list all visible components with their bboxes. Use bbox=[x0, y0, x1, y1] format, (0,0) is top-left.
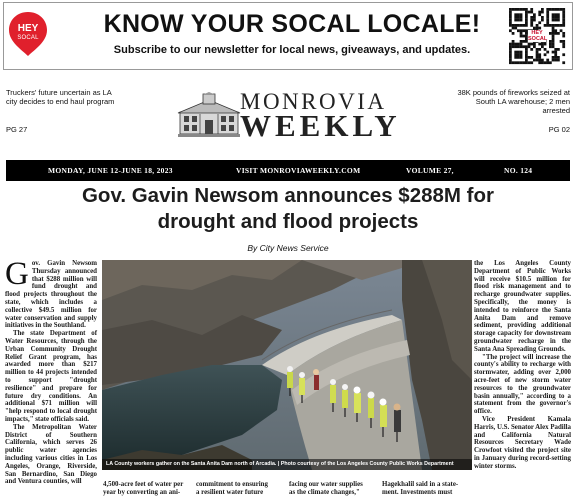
bottom-text-col4 bbox=[382, 481, 470, 497]
masthead-title-line1: MONROVIA bbox=[240, 89, 387, 114]
qr-label: HEY SOCAL bbox=[528, 30, 548, 42]
lead-paragraph: ov. Gavin Newsom Thursday announced that $288 million will fund drought and flood projects throughout the state, which includes a collective $49.5 million for water conservation and supply initiatives in the Southland. bbox=[5, 260, 97, 330]
ad-title: KNOW YOUR SOCAL LOCALE! bbox=[103, 10, 481, 38]
teaser-right-page: PG 02 bbox=[548, 125, 570, 134]
article-column-left bbox=[5, 256, 97, 492]
text-line: Hagekhalil said in a state- bbox=[382, 481, 459, 488]
paragraph: The state Department of Water Resources, through the Urban Community Drought Relief Grant program, has awarded more than $217 million to 44 projects intended to support "drought resilience" and prepare for future dry conditions. An additional $71 million will "help respond to local drought impacts," state officials said. bbox=[5, 330, 97, 423]
photo-caption: LA County workers gather on the Santa Anita Dam north of Arcadia. | Photo courtesy of the Los Angeles County Public Works Department bbox=[102, 459, 472, 470]
text-line: ment. Investments must bbox=[382, 488, 453, 496]
teaser-left[interactable]: Truckers' future uncertain as LA city decides to end haul program bbox=[6, 88, 115, 106]
paragraph: The Metropolitan Water District of Southern California, which serves 26 public water agencies including various cities in Los Angeles, Orange, Riverside, San Bernardino, San Diego and Ventura counties, will bbox=[5, 423, 97, 486]
article-photo[interactable] bbox=[102, 260, 472, 470]
paragraph: the Los Angeles County Department of Public Works will receive $10.5 million for flood risk management and to recharge groundwater supplies. Specifically, the money is intended to reinforce the Santa Anita Dam and remove sediment, providing additional storage capacity for downstream groundwater recharge in the Santa Ana Spreading Grounds. bbox=[474, 260, 571, 353]
drop-cap: G bbox=[5, 256, 29, 292]
qr-code-icon[interactable] bbox=[509, 8, 565, 64]
issue-date: MONDAY, JUNE 12-JUNE 18, 2023 bbox=[48, 166, 173, 175]
text-line: as the climate changes," bbox=[289, 488, 360, 496]
masthead-title-line2: WEEKLY bbox=[240, 108, 401, 143]
hey-socal-logo-icon bbox=[7, 10, 49, 58]
issue-info-bar bbox=[6, 160, 570, 181]
historic-building-icon bbox=[178, 92, 240, 137]
bottom-text-col3 bbox=[289, 481, 375, 497]
bottom-text-col2 bbox=[196, 481, 282, 497]
issue-number: NO. 124 bbox=[504, 166, 533, 175]
text-line: year by converting an ani- bbox=[103, 488, 181, 496]
text-line: commitment to ensuring bbox=[196, 481, 268, 488]
text-line: a resilient water future bbox=[196, 488, 264, 496]
paragraph: "The project will increase the county's ability to recharge with stormwater, adding over 2,000 acre-feet of new storm water resources to the groundwater basin annually," according to a statement from the governor's office. bbox=[474, 353, 571, 416]
logo-text: HEY bbox=[17, 23, 39, 34]
logo-subtext: SOCAL bbox=[17, 35, 39, 41]
paragraph: Vice President Kamala Harris, U.S. Senator Alex Padilla and California Natural Resources Secretary Wade Crowfoot visited the project site in January during record-setting winter storms. bbox=[474, 415, 571, 470]
article-column-right bbox=[474, 260, 571, 492]
text-line: 4,500-acre feet of water per bbox=[103, 481, 184, 488]
article-headline: Gov. Gavin Newsom announces $288M for drought and flood projects bbox=[81, 184, 494, 233]
newsletter-ad-banner[interactable] bbox=[3, 2, 573, 70]
website-link[interactable]: VISIT MONROVIAWEEKLY.COM bbox=[236, 166, 361, 175]
text-line: facing our water supplies bbox=[289, 481, 363, 488]
ad-subtitle: Subscribe to our newsletter for local news, giveaways, and updates. bbox=[113, 44, 471, 56]
bottom-text-col1 bbox=[103, 481, 189, 497]
volume-label: VOLUME 27, bbox=[406, 166, 454, 175]
teaser-right[interactable]: 38K pounds of fireworks seized at South LA warehouse; 2 men arrested bbox=[457, 88, 570, 115]
teaser-left-page: PG 27 bbox=[6, 125, 28, 134]
article-byline: By City News Service bbox=[247, 243, 329, 253]
